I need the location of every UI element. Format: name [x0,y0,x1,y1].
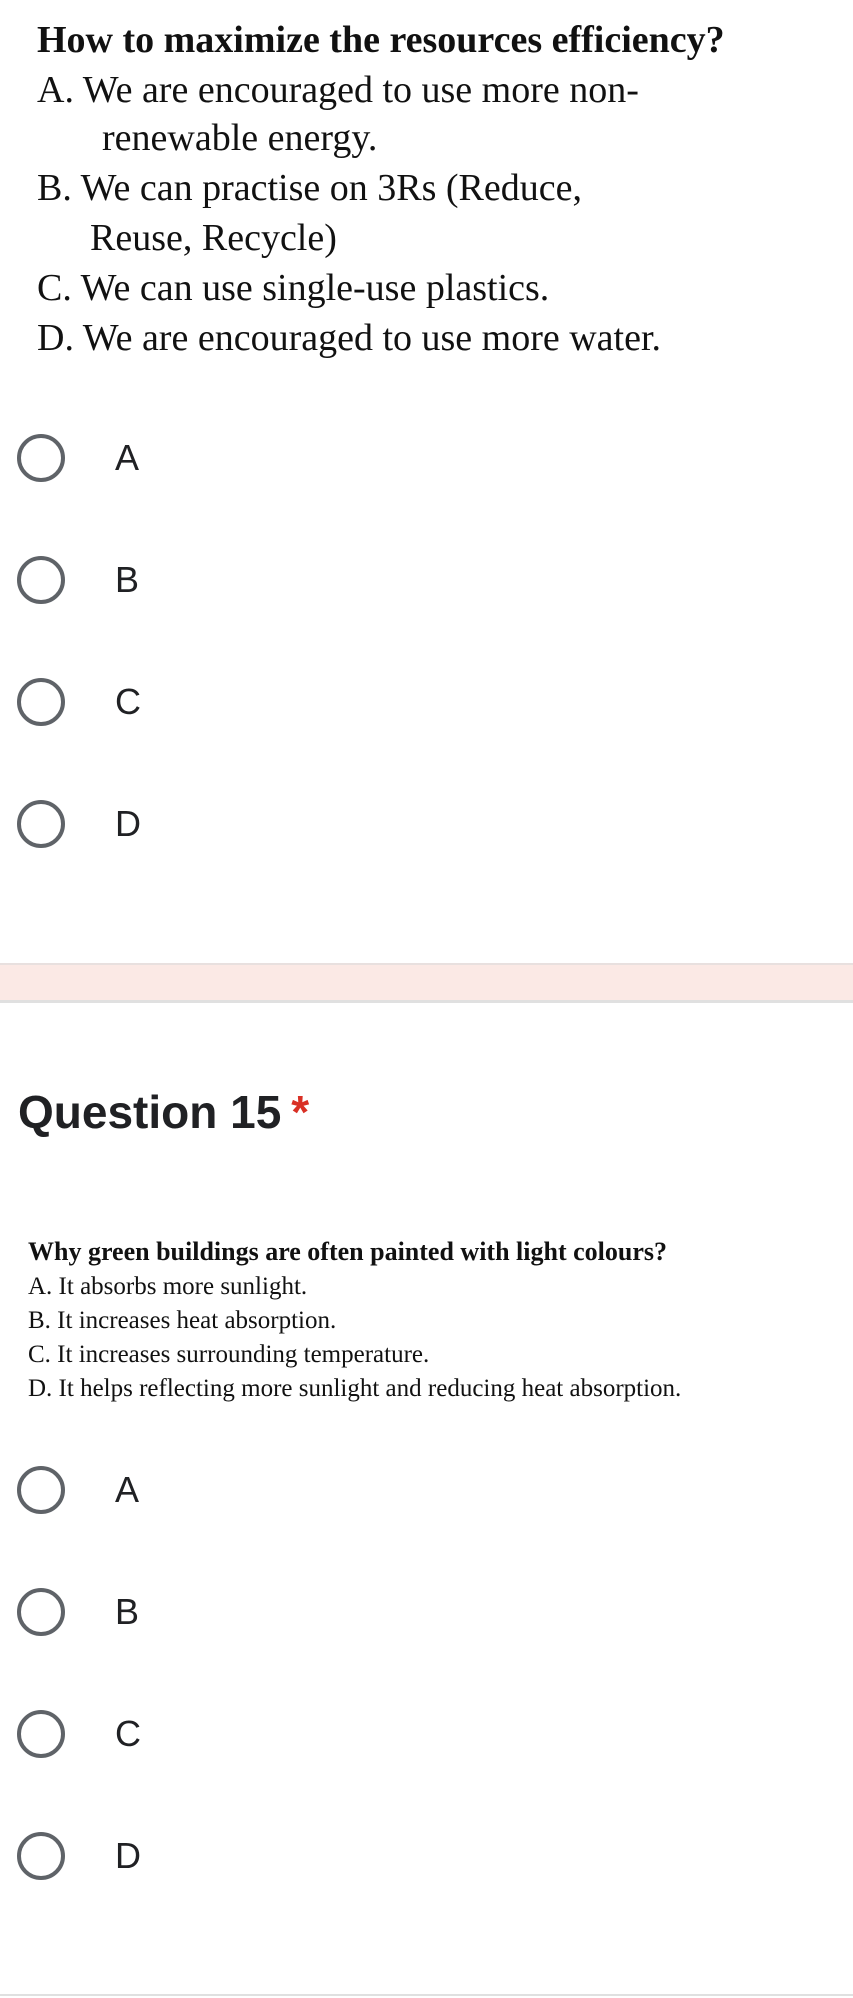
question-15-choice-b[interactable] [0,1562,853,1662]
choice-label: B [115,559,140,600]
choice-label: A [115,1469,140,1510]
question-15-choice-a[interactable] [0,1440,853,1540]
choice-label: D [115,803,141,844]
choice-label: D [115,1835,141,1876]
question-15-image [0,1225,853,1415]
question-14-choice-a[interactable] [0,408,853,508]
choice-label: C [115,681,141,722]
question-15-choice-d[interactable] [0,1806,853,1906]
question-14-option-a-text: A. We are encouraged to use more non- [37,69,639,111]
radio-button-icon[interactable] [17,1710,65,1758]
question-14-option-b-text-cont: Reuse, Recycle) [90,217,337,259]
required-indicator: * [291,1086,310,1138]
choice-label: B [115,1591,140,1632]
radio-button-icon[interactable] [17,434,65,482]
radio-button-icon[interactable] [17,1588,65,1636]
question-14-choice-c[interactable] [0,652,853,752]
radio-button-icon[interactable] [17,556,65,604]
radio-button-icon[interactable] [17,678,65,726]
question-14-option-a-text-cont: renewable energy. [102,117,378,159]
question-14-image [0,0,853,380]
question-14-choice-b[interactable] [0,530,853,630]
question-15-option-a-text: A. It absorbs more sunlight. [28,1273,308,1300]
question-15-option-b-text: B. It increases heat absorption. [28,1307,337,1334]
radio-button-icon[interactable] [17,1832,65,1880]
question-14-choice-d[interactable] [0,774,853,874]
question-15-option-c-text: C. It increases surrounding temperature. [28,1341,430,1368]
radio-button-icon[interactable] [17,1466,65,1514]
question-15-option-d-text: D. It helps reflecting more sunlight and reducing heat absorption. [28,1375,682,1402]
choice-label: A [115,437,140,478]
question-15-image-title: Why green buildings are often painted with light colours? [28,1237,667,1266]
question-15-title-text: Question 15 [18,1086,282,1138]
question-15-title [18,1085,309,1139]
radio-button-icon[interactable] [17,800,65,848]
section-separator [0,963,853,1003]
choice-label: C [115,1713,141,1754]
question-15-choice-c[interactable] [0,1684,853,1784]
question-14-option-d-text: D. We are encouraged to use more water. [37,317,662,359]
card-bottom-divider [0,1994,853,1996]
question-14-image-title: How to maximize the resources efficiency? [37,19,725,61]
question-14-option-c-text: C. We can use single-use plastics. [37,267,550,309]
question-14-option-b-text: B. We can practise on 3Rs (Reduce, [37,167,582,209]
